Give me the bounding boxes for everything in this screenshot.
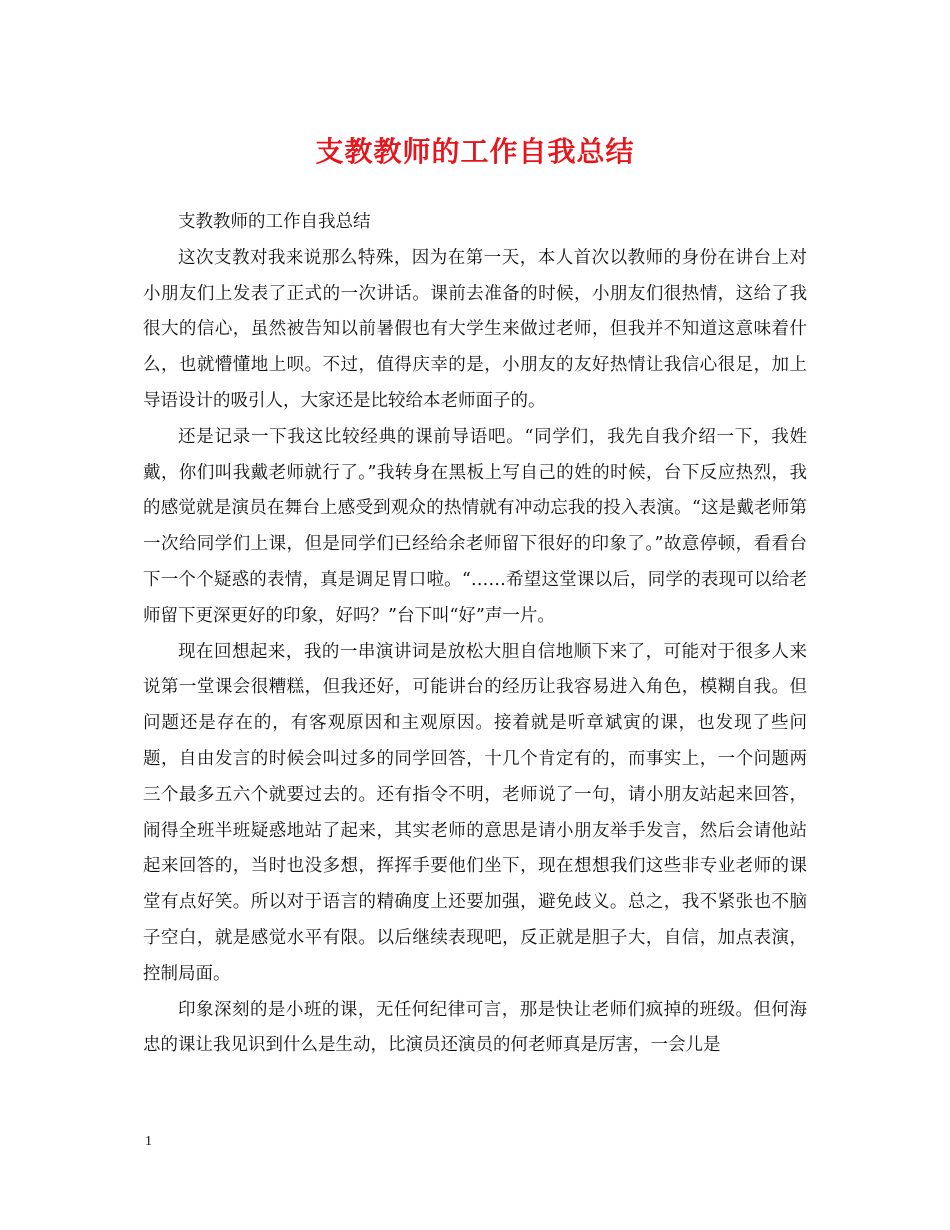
paragraph-1: 这次支教对我来说那么特殊，因为在第一天，本人首次以教师的身份在讲台上对小朋友们上发表了正式的一次讲话。课前去准备的时候，小朋友们很热情，这给了我很大的信心，虽然被告知以前暑假也有大学生来做过老师，但我并不知道这意味着什么，也就懵懂地上呗。不过，值得庆幸的是，小朋友的友好热情让我信心很足，加上导语设计的吸引人，大家还是比较给本老师面子的。	[143, 247, 807, 411]
paragraph-2: 还是记录一下我这比较经典的课前导语吧。“同学们，我先自我介绍一下，我姓戴，你们叫我戴老师就行了。”我转身在黑板上写自己的姓的时候，台下反应热烈，我的感觉就是演员在舞台上感受到观众的热情就有冲动忘我的投入表演。“这是戴老师第一次给同学们上课，但是同学们已经给余老师留下很好的印象了。”故意停顿，看看台下一个个疑惑的表情，真是调足胃口啦。“……希望这堂课以后，同学的表现可以给老师留下更深更好的印象，好吗？”台下叫“好”声一片。	[143, 426, 807, 626]
paragraph-subtitle: 支教教师的工作自我总结	[178, 212, 371, 232]
paragraph-4: 印象深刻的是小班的课，无任何纪律可言，那是快让老师们疯掉的班级。但何海忠的课让我见识到什么是生动，比演员还演员的何老师真是厉害，一会儿是	[143, 999, 807, 1056]
document-title: 支教教师的工作自我总结	[315, 135, 635, 168]
paragraph-3: 现在回想起来，我的一串演讲词是放松大胆自信地顺下来了，可能对于很多人来说第一堂课会很糟糕，但我还好，可能讲台的经历让我容易进入角色，模糊自我。但问题还是存在的，有客观原因和主观原因。接着就是听章斌寅的课，也发现了些问题，自由发言的时候会叫过多的同学回答，十几个肯定有的，而事实上，一个问题两三个最多五六个就要过去的。还有指令不明，老师说了一句，请小朋友站起来回答，闹得全班半班疑惑地站了起来，其实老师的意思是请小朋友举手发言，然后会请他站起来回答的，当时也没多想，挥挥手要他们坐下，现在想想我们这些非专业老师的课堂有点好笑。所以对于语言的精确度上还要加强，避免歧义。总之，我不紧张也不脑子空白，就是感觉水平有限。以后继续表现吧，反正就是胆子大，自信，加点表演，控制局面。	[143, 641, 807, 984]
document-body	[143, 205, 807, 1064]
page-number: 1	[145, 1134, 152, 1149]
